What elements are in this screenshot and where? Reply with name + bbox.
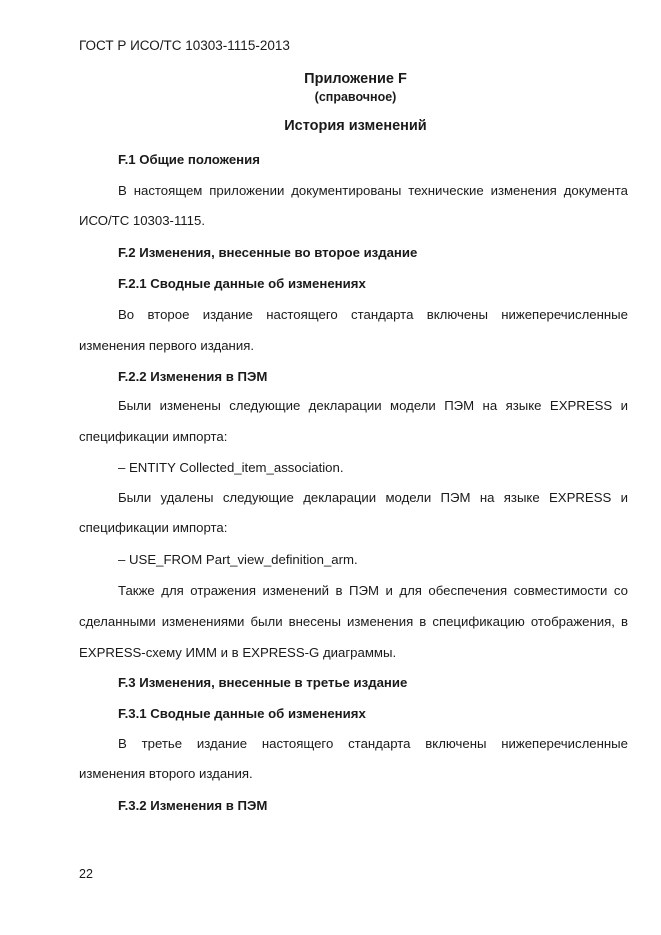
section-heading-f2: F.2 Изменения, внесенные во второе издание xyxy=(118,245,418,260)
paragraph-line: изменения второго издания. xyxy=(79,766,253,781)
document-code: ГОСТ Р ИСО/ТС 10303-1115-2013 xyxy=(79,38,290,53)
paragraph-line: В третье издание настоящего стандарта включены нижеперечисленные xyxy=(118,736,628,751)
list-item: – ENTITY Collected_item_association. xyxy=(118,460,344,475)
paragraph-line: В настоящем приложении документированы технические изменения документа xyxy=(118,183,628,198)
appendix-subtitle: (справочное) xyxy=(314,90,397,104)
paragraph-line: Также для отражения изменений в ПЭМ и для обеспечения совместимости со xyxy=(118,583,628,598)
section-heading-f31: F.3.1 Сводные данные об изменениях xyxy=(118,706,366,721)
paragraph-line: Во второе издание настоящего стандарта включены нижеперечисленные xyxy=(118,307,628,322)
paragraph-line: Были удалены следующие декларации модели ПЭМ на языке EXPRESS и xyxy=(118,490,628,505)
paragraph-line: спецификации импорта: xyxy=(79,520,228,535)
paragraph-line: EXPRESS-схему ИММ и в EXPRESS-G диаграммы. xyxy=(79,645,397,660)
appendix-title: Приложение F xyxy=(304,71,407,87)
section-heading-f21: F.2.1 Сводные данные об изменениях xyxy=(118,276,366,291)
paragraph-line: сделанными изменениями были внесены изменения в спецификацию отображения, в xyxy=(79,614,628,629)
appendix-heading: История изменений xyxy=(284,118,427,134)
paragraph-line: ИСО/ТС 10303-1115. xyxy=(79,213,205,228)
section-heading-f22: F.2.2 Изменения в ПЭМ xyxy=(118,369,268,384)
paragraph-line: спецификации импорта: xyxy=(79,429,228,444)
section-heading-f3: F.3 Изменения, внесенные в третье издание xyxy=(118,675,408,690)
page-number: 22 xyxy=(79,867,93,881)
section-heading-f1: F.1 Общие положения xyxy=(118,152,260,167)
paragraph-line: изменения первого издания. xyxy=(79,338,255,353)
paragraph-line: Были изменены следующие декларации модели ПЭМ на языке EXPRESS и xyxy=(118,398,628,413)
list-item: – USE_FROM Part_view_definition_arm. xyxy=(118,552,358,567)
section-heading-f32: F.3.2 Изменения в ПЭМ xyxy=(118,798,268,813)
